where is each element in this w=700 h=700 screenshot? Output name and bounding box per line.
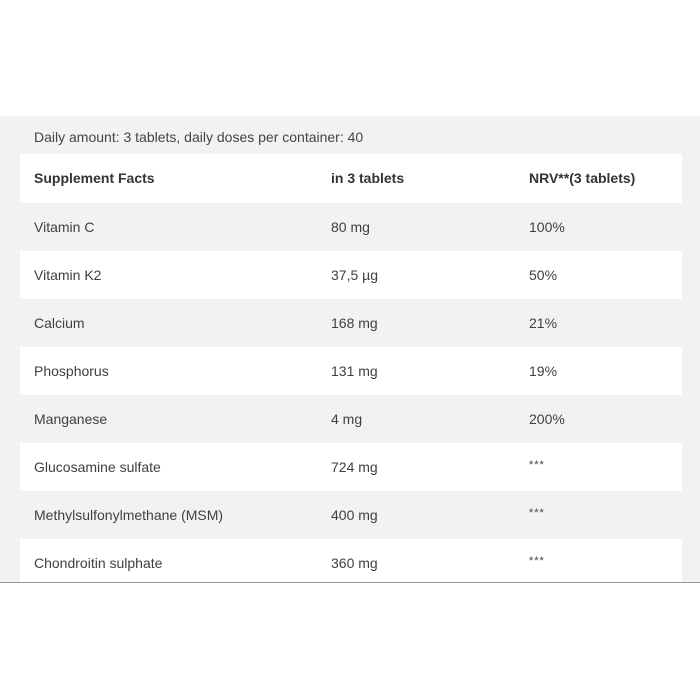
header-supplement-facts: Supplement Facts: [34, 170, 155, 186]
table-row: [20, 491, 682, 539]
nutrient-name: Chondroitin sulphate: [34, 555, 163, 571]
nutrient-name: Calcium: [34, 315, 85, 331]
header-amount: in 3 tablets: [331, 170, 405, 186]
nutrient-nrv: 19%: [529, 363, 558, 379]
nutrient-name: Methylsulfonylmethane (MSM): [34, 507, 224, 523]
nutrient-nrv: 200%: [529, 411, 565, 427]
nutrient-nrv: ***: [529, 555, 545, 567]
nutrient-amount: 724 mg: [331, 459, 378, 475]
table-row: [20, 539, 682, 583]
supplement-panel: [0, 116, 700, 583]
nutrient-amount: 360 mg: [331, 555, 378, 571]
nutrient-amount: 4 mg: [331, 411, 363, 427]
nutrient-amount: 168 mg: [331, 315, 378, 331]
nutrient-name: Phosphorus: [34, 363, 109, 379]
table-row: [20, 251, 682, 299]
nutrient-name: Glucosamine sulfate: [34, 459, 161, 475]
nutrient-amount: 80 mg: [331, 219, 370, 235]
table-row: [20, 203, 682, 251]
supplement-facts-table: [20, 154, 682, 583]
nutrient-name: Vitamin K2: [34, 267, 102, 283]
nutrient-name: Vitamin C: [34, 219, 95, 235]
nutrient-amount: 131 mg: [331, 363, 378, 379]
header-nrv: NRV**(3 tablets): [529, 170, 636, 186]
table-row: [20, 443, 682, 491]
nutrient-nrv: 100%: [529, 219, 565, 235]
daily-amount-text: Daily amount: 3 tablets, daily doses per container: 40: [34, 129, 364, 145]
table-row: [20, 347, 682, 395]
nutrient-nrv: 50%: [529, 267, 558, 283]
table-row: [20, 395, 682, 443]
nutrient-amount: 37,5 µg: [331, 267, 378, 283]
nutrient-nrv: ***: [529, 507, 545, 519]
table-header-row: [20, 154, 682, 203]
nutrient-amount: 400 mg: [331, 507, 378, 523]
nutrient-nrv: ***: [529, 459, 545, 471]
nutrient-nrv: 21%: [529, 315, 558, 331]
nutrient-name: Manganese: [34, 411, 108, 427]
table-row: [20, 299, 682, 347]
